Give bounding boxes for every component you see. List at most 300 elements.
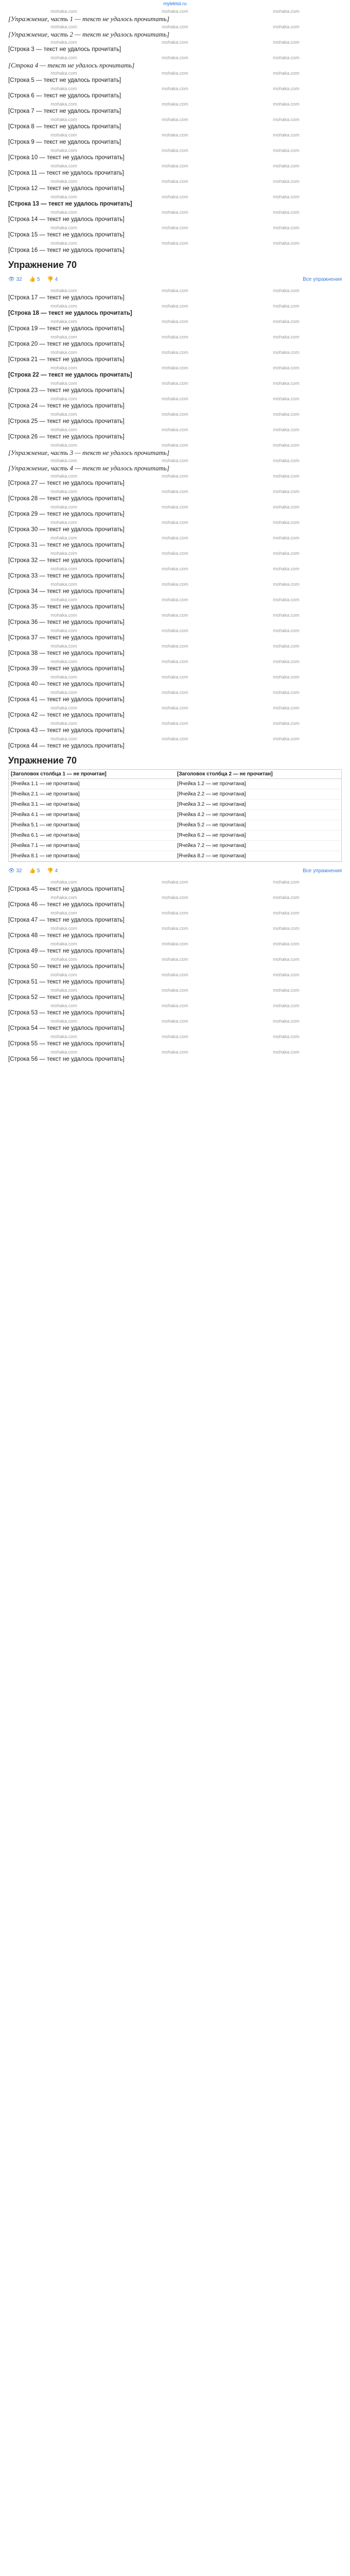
- watermark-row: [8, 40, 342, 45]
- text-line: [Строка 33 — текст не удалось прочитать]: [8, 573, 125, 579]
- watermark-text: mohaka.com: [162, 504, 188, 510]
- watermark-text: mohaka.com: [50, 926, 77, 931]
- watermark-text: mohaka.com: [273, 132, 300, 138]
- watermark-text: mohaka.com: [162, 628, 188, 633]
- watermark-text: mohaka.com: [273, 148, 300, 153]
- watermark-text: mohaka.com: [50, 473, 77, 479]
- text-line: [Строка 6 — текст не удалось прочитать]: [8, 93, 121, 99]
- watermark-row: [8, 194, 342, 200]
- watermark-text: mohaka.com: [162, 396, 188, 401]
- watermark-row: [8, 879, 342, 885]
- watermark-row: [8, 288, 342, 294]
- text-line: [Строка 8 — текст не удалось прочитать]: [8, 124, 121, 130]
- text-line: [Строка 12 — текст не удалось прочитать]: [8, 185, 125, 192]
- watermark-text: mohaka.com: [50, 163, 77, 168]
- watermark-text: mohaka.com: [273, 690, 300, 695]
- watermark-row: [8, 473, 342, 479]
- text-line: [Упражнение, часть 1 — текст не удалось прочитать]: [8, 15, 170, 23]
- like-button[interactable]: 👍 5: [29, 276, 40, 282]
- text-line: [Строка 36 — текст не удалось прочитать]: [8, 619, 125, 625]
- watermark-text: mohaka.com: [50, 288, 77, 293]
- table-cell: [Ячейка 2.1 — не прочитана]: [11, 791, 80, 797]
- watermark-text: mohaka.com: [50, 40, 77, 45]
- text-line: [Строка 53 — текст не удалось прочитать]: [8, 1010, 125, 1016]
- text-line: [Строка 44 — текст не удалось прочитать]: [8, 743, 125, 749]
- watermark-text: mohaka.com: [162, 566, 188, 571]
- text-line: [Строка 3 — текст не удалось прочитать]: [8, 46, 121, 53]
- text-line: [Строка 50 — текст не удалось прочитать]: [8, 963, 125, 970]
- watermark-text: mohaka.com: [273, 458, 300, 463]
- watermark-text: mohaka.com: [273, 194, 300, 199]
- watermark-row: [8, 988, 342, 993]
- text-line: [Строка 55 — текст не удалось прочитать]: [8, 1041, 125, 1047]
- final-list-section: [8, 879, 342, 1063]
- watermark-text: mohaka.com: [273, 101, 300, 107]
- watermark-text: mohaka.com: [162, 117, 188, 122]
- watermark-text: mohaka.com: [162, 613, 188, 618]
- text-line: [Строка 37 — текст не удалось прочитать]: [8, 635, 125, 641]
- watermark-text: mohaka.com: [162, 71, 188, 76]
- watermark-text: mohaka.com: [273, 40, 300, 45]
- text-line: [Строка 46 — текст не удалось прочитать]: [8, 902, 125, 908]
- watermark-text: mohaka.com: [50, 597, 77, 602]
- intro-section: [8, 9, 342, 69]
- watermark-text: mohaka.com: [50, 210, 77, 215]
- table-row: [9, 820, 341, 831]
- watermark-row: [8, 365, 342, 371]
- watermark-text: mohaka.com: [162, 1034, 188, 1039]
- watermark-text: mohaka.com: [50, 535, 77, 540]
- watermark-row: [8, 926, 342, 931]
- watermark-row: [8, 721, 342, 726]
- analysis-b-section: [8, 288, 342, 441]
- text-line: [Строка 54 — текст не удалось прочитать]: [8, 1025, 125, 1031]
- all-exercises-link[interactable]: Все упражнения: [303, 276, 342, 282]
- text-line: [Строка 21 — текст не удалось прочитать]: [8, 357, 125, 363]
- table-cell: [Ячейка 8.1 — не прочитана]: [11, 853, 80, 859]
- watermark-text: mohaka.com: [162, 381, 188, 386]
- watermark-text: mohaka.com: [273, 179, 300, 184]
- watermark-text: mohaka.com: [162, 427, 188, 432]
- text-line: [Строка 41 — текст не удалось прочитать]: [8, 697, 125, 703]
- watermark-text: mohaka.com: [50, 427, 77, 432]
- watermark-text: mohaka.com: [273, 396, 300, 401]
- watermark-row: [8, 1019, 342, 1024]
- watermark-text: mohaka.com: [273, 210, 300, 215]
- watermark-row: [8, 690, 342, 696]
- watermark-text: mohaka.com: [50, 489, 77, 494]
- text-line: [Строка 10 — текст не удалось прочитать]: [8, 155, 125, 161]
- table-cell: [Ячейка 7.2 — не прочитана]: [177, 843, 246, 849]
- watermark-text: mohaka.com: [50, 319, 77, 324]
- text-line: [Строка 15 — текст не удалось прочитать]: [8, 232, 125, 238]
- watermark-text: mohaka.com: [50, 879, 77, 885]
- watermark-row: [8, 910, 342, 916]
- watermark-text: mohaka.com: [162, 350, 188, 355]
- table-body: [9, 779, 341, 861]
- watermark-text: mohaka.com: [162, 86, 188, 91]
- watermark-row: [8, 303, 342, 309]
- text-line: [Строка 38 — текст не удалось прочитать]: [8, 650, 125, 656]
- table-cell: [Ячейка 6.2 — не прочитана]: [177, 833, 246, 838]
- table-cell: [Ячейка 5.2 — не прочитана]: [177, 822, 246, 828]
- watermark-row: [8, 163, 342, 169]
- text-line: [Строка 52 — текст не удалось прочитать]: [8, 994, 125, 1001]
- watermark-text: mohaka.com: [273, 613, 300, 618]
- watermark-text: mohaka.com: [50, 55, 77, 60]
- watermark-row: [8, 427, 342, 433]
- watermark-text: mohaka.com: [273, 9, 300, 14]
- table-cell: [Ячейка 6.1 — не прочитана]: [11, 833, 80, 838]
- text-line: [Строка 13 — текст не удалось прочитать]: [8, 201, 132, 207]
- watermark-text: mohaka.com: [273, 241, 300, 246]
- watermark-text: mohaka.com: [273, 659, 300, 664]
- table-header-cell: [Заголовок столбца 2 — не прочитан]: [177, 771, 273, 777]
- watermark-text: mohaka.com: [50, 1003, 77, 1008]
- watermark-text: mohaka.com: [162, 194, 188, 199]
- watermark-text: mohaka.com: [162, 365, 188, 370]
- watermark-text: mohaka.com: [50, 643, 77, 649]
- watermark-row: [8, 86, 342, 92]
- watermark-text: mohaka.com: [50, 117, 77, 122]
- watermark-text: mohaka.com: [273, 24, 300, 29]
- watermark-text: mohaka.com: [273, 941, 300, 946]
- watermark-text: mohaka.com: [50, 690, 77, 695]
- watermark-text: mohaka.com: [50, 412, 77, 417]
- exercise-toolbar-b: [8, 865, 342, 876]
- text-line: [Строка 18 — текст не удалось прочитать]: [8, 310, 132, 316]
- watermark-text: mohaka.com: [162, 40, 188, 45]
- views-count: 👁 32: [8, 868, 22, 874]
- text-line: [Строка 47 — текст не удалось прочитать]: [8, 917, 125, 923]
- watermark-text: mohaka.com: [50, 551, 77, 556]
- watermark-row: [8, 24, 342, 30]
- watermark-row: [8, 643, 342, 649]
- watermark-text: mohaka.com: [273, 972, 300, 977]
- watermark-text: mohaka.com: [162, 9, 188, 14]
- watermark-row: [8, 179, 342, 184]
- watermark-row: [8, 396, 342, 402]
- watermark-text: mohaka.com: [273, 736, 300, 741]
- watermark-text: mohaka.com: [162, 303, 188, 309]
- watermark-row: [8, 895, 342, 901]
- watermark-text: mohaka.com: [162, 520, 188, 525]
- table-cell: [Ячейка 3.2 — не прочитана]: [177, 802, 246, 807]
- table-row: [9, 789, 341, 800]
- watermark-text: mohaka.com: [273, 319, 300, 324]
- watermark-row: [8, 597, 342, 603]
- text-line: [Строка 19 — текст не удалось прочитать]: [8, 326, 125, 332]
- text-line: [Строка 11 — текст не удалось прочитать]: [8, 170, 124, 176]
- watermark-row: [8, 210, 342, 215]
- watermark-text: mohaka.com: [273, 674, 300, 680]
- watermark-row: [8, 504, 342, 510]
- watermark-text: mohaka.com: [162, 132, 188, 138]
- watermark-text: mohaka.com: [273, 566, 300, 571]
- text-line: [Упражнение, часть 2 — текст не удалось прочитать]: [8, 30, 170, 38]
- watermark-text: mohaka.com: [162, 895, 188, 900]
- watermark-text: mohaka.com: [273, 926, 300, 931]
- watermark-text: mohaka.com: [162, 1003, 188, 1008]
- watermark-text: mohaka.com: [50, 520, 77, 525]
- text-line: [Строка 34 — текст не удалось прочитать]: [8, 588, 125, 595]
- all-exercises-link[interactable]: Все упражнения: [303, 868, 342, 874]
- watermark-text: mohaka.com: [162, 101, 188, 107]
- watermark-text: mohaka.com: [162, 535, 188, 540]
- like-button[interactable]: 👍 5: [29, 868, 40, 874]
- watermark-text: mohaka.com: [50, 659, 77, 664]
- watermark-text: mohaka.com: [273, 1019, 300, 1024]
- exercise-title-b: Упражнение 70: [8, 755, 77, 766]
- text-line: [Строка 35 — текст не удалось прочитать]: [8, 604, 125, 610]
- text-line: [Строка 31 — текст не удалось прочитать]: [8, 542, 125, 548]
- exercise-toolbar: [8, 274, 342, 285]
- watermark-text: mohaka.com: [162, 163, 188, 168]
- watermark-text: mohaka.com: [50, 721, 77, 726]
- watermark-text: mohaka.com: [273, 597, 300, 602]
- text-line: [Строка 26 — текст не удалось прочитать]: [8, 434, 125, 440]
- watermark-text: mohaka.com: [273, 628, 300, 633]
- watermark-row: [8, 566, 342, 572]
- analysis-section: [8, 71, 342, 255]
- watermark-text: mohaka.com: [162, 412, 188, 417]
- table-cell: [Ячейка 8.2 — не прочитана]: [177, 853, 246, 859]
- watermark-text: mohaka.com: [50, 9, 77, 14]
- watermark-text: mohaka.com: [273, 957, 300, 962]
- watermark-text: mohaka.com: [162, 458, 188, 463]
- watermark-text: mohaka.com: [162, 736, 188, 741]
- watermark-text: mohaka.com: [162, 288, 188, 293]
- text-line: [Строка 22 — текст не удалось прочитать]: [8, 372, 132, 378]
- watermark-text: mohaka.com: [273, 489, 300, 494]
- text-line: [Строка 27 — текст не удалось прочитать]: [8, 480, 125, 486]
- watermark-text: mohaka.com: [50, 194, 77, 199]
- watermark-text: mohaka.com: [50, 910, 77, 916]
- watermark-text: mohaka.com: [162, 443, 188, 448]
- watermark-text: mohaka.com: [50, 957, 77, 962]
- watermark-text: mohaka.com: [50, 1049, 77, 1055]
- watermark-row: [8, 957, 342, 962]
- watermark-text: mohaka.com: [162, 674, 188, 680]
- watermark-text: mohaka.com: [273, 643, 300, 649]
- watermark-text: mohaka.com: [162, 582, 188, 587]
- watermark-text: mohaka.com: [50, 504, 77, 510]
- watermark-row: [8, 659, 342, 665]
- watermark-text: mohaka.com: [162, 225, 188, 230]
- text-line: [Упражнение, часть 3 — текст не удалось прочитать]: [8, 449, 170, 456]
- watermark-row: [8, 71, 342, 76]
- watermark-text: mohaka.com: [162, 721, 188, 726]
- text-line: [Строка 30 — текст не удалось прочитать]: [8, 527, 125, 533]
- dislike-button[interactable]: 👎 4: [47, 868, 58, 874]
- watermark-text: mohaka.com: [273, 473, 300, 479]
- table-row: [9, 831, 341, 841]
- watermark-text: mohaka.com: [273, 582, 300, 587]
- watermark-text: mohaka.com: [162, 690, 188, 695]
- watermark-row: [8, 319, 342, 325]
- watermark-text: mohaka.com: [50, 225, 77, 230]
- watermark-text: mohaka.com: [273, 86, 300, 91]
- watermark-text: mohaka.com: [162, 241, 188, 246]
- watermark-text: mohaka.com: [50, 241, 77, 246]
- watermark-text: mohaka.com: [50, 303, 77, 309]
- watermark-text: mohaka.com: [273, 427, 300, 432]
- watermark-text: mohaka.com: [162, 210, 188, 215]
- watermark-text: mohaka.com: [162, 972, 188, 977]
- text-line: [Строка 17 — текст не удалось прочитать]: [8, 295, 125, 301]
- watermark-text: mohaka.com: [50, 1034, 77, 1039]
- text-line: [Упражнение, часть 4 — текст не удалось прочитать]: [8, 464, 170, 472]
- watermark-row: [8, 520, 342, 526]
- text-line: [Строка 24 — текст не удалось прочитать]: [8, 403, 125, 409]
- text-line: [Строка 29 — текст не удалось прочитать]: [8, 511, 125, 517]
- text-line: [Строка 5 — текст не удалось прочитать]: [8, 77, 121, 83]
- text-line: [Строка 28 — текст не удалось прочитать]: [8, 496, 125, 502]
- watermark-text: mohaka.com: [50, 458, 77, 463]
- watermark-text: mohaka.com: [162, 179, 188, 184]
- table-row: [9, 841, 341, 851]
- watermark-text: mohaka.com: [273, 504, 300, 510]
- watermark-row: [8, 941, 342, 947]
- watermark-text: mohaka.com: [273, 988, 300, 993]
- watermark-row: [8, 225, 342, 231]
- dislike-button[interactable]: 👎 4: [47, 276, 58, 282]
- watermark-row: [8, 972, 342, 978]
- watermark-text: mohaka.com: [50, 334, 77, 340]
- watermark-text: mohaka.com: [50, 705, 77, 710]
- watermark-text: mohaka.com: [50, 972, 77, 977]
- watermark-row: [8, 1034, 342, 1040]
- watermark-text: mohaka.com: [50, 566, 77, 571]
- text-line: [Строка 7 — текст не удалось прочитать]: [8, 108, 121, 114]
- watermark-row: [8, 381, 342, 386]
- watermark-text: mohaka.com: [162, 1049, 188, 1055]
- watermark-text: mohaka.com: [273, 412, 300, 417]
- watermark-text: mohaka.com: [273, 443, 300, 448]
- watermark-row: [8, 535, 342, 541]
- watermark-text: mohaka.com: [50, 895, 77, 900]
- watermark-text: mohaka.com: [273, 520, 300, 525]
- watermark-text: mohaka.com: [273, 117, 300, 122]
- watermark-row: [8, 334, 342, 340]
- watermark-text: mohaka.com: [162, 957, 188, 962]
- text-line: [Строка 48 — текст не удалось прочитать]: [8, 933, 125, 939]
- watermark-row: [8, 117, 342, 123]
- watermark-text: mohaka.com: [50, 674, 77, 680]
- watermark-text: mohaka.com: [162, 988, 188, 993]
- watermark-text: mohaka.com: [273, 365, 300, 370]
- watermark-text: mohaka.com: [162, 55, 188, 60]
- table-header-cell: [Заголовок столбца 1 — не прочитан]: [11, 771, 107, 777]
- text-line: [Строка 43 — текст не удалось прочитать]: [8, 727, 125, 734]
- watermark-text: mohaka.com: [50, 628, 77, 633]
- watermark-row: [8, 551, 342, 556]
- table-cell: [Ячейка 4.2 — не прочитана]: [177, 812, 246, 818]
- watermark-text: mohaka.com: [162, 334, 188, 340]
- views-count: 👁 32: [8, 276, 22, 282]
- watermark-text: mohaka.com: [50, 381, 77, 386]
- watermark-row: [8, 705, 342, 711]
- watermark-row: [8, 101, 342, 107]
- watermark-text: mohaka.com: [273, 288, 300, 293]
- watermark-row: [8, 628, 342, 634]
- watermark-row: [8, 241, 342, 246]
- text-line: [Строка 9 — текст не удалось прочитать]: [8, 139, 121, 145]
- table-cell: [Ячейка 2.2 — не прочитана]: [177, 791, 246, 797]
- watermark-text: mohaka.com: [273, 705, 300, 710]
- text-line: [Строка 56 — текст не удалось прочитать]: [8, 1056, 125, 1062]
- watermark-row: [8, 458, 342, 464]
- watermark-text: mohaka.com: [273, 1003, 300, 1008]
- table-header: [9, 770, 341, 779]
- watermark-text: mohaka.com: [273, 55, 300, 60]
- watermark-text: mohaka.com: [273, 551, 300, 556]
- watermark-text: mohaka.com: [162, 24, 188, 29]
- watermark-text: mohaka.com: [50, 179, 77, 184]
- watermark-row: [8, 55, 342, 61]
- main-content: [0, 9, 350, 1063]
- text-line: [Строка 39 — текст не удалось прочитать]: [8, 666, 125, 672]
- watermark-row: [8, 412, 342, 417]
- table-cell: [Ячейка 1.2 — не прочитана]: [177, 781, 246, 787]
- watermark-text: mohaka.com: [162, 319, 188, 324]
- text-line: [Строка 40 — текст не удалось прочитать]: [8, 681, 125, 687]
- watermark-text: mohaka.com: [50, 582, 77, 587]
- text-line: [Строка 49 — текст не удалось прочитать]: [8, 948, 125, 954]
- watermark-row: [8, 1003, 342, 1009]
- watermark-row: [8, 9, 342, 14]
- watermark-text: mohaka.com: [273, 381, 300, 386]
- site-domain[interactable]: mylektsii.ru: [163, 1, 187, 6]
- watermark-text: mohaka.com: [50, 443, 77, 448]
- text-line: [Строка 45 — текст не удалось прочитать]: [8, 886, 125, 892]
- watermark-text: mohaka.com: [50, 350, 77, 355]
- text-line: [Строка 25 — текст не удалось прочитать]: [8, 418, 125, 425]
- watermark-text: mohaka.com: [273, 895, 300, 900]
- table-cell: [Ячейка 1.1 — не прочитана]: [11, 781, 80, 787]
- watermark-text: mohaka.com: [162, 643, 188, 649]
- watermark-text: mohaka.com: [273, 225, 300, 230]
- table-cell: [Ячейка 5.1 — не прочитана]: [11, 822, 80, 828]
- watermark-text: mohaka.com: [162, 148, 188, 153]
- table-cell: [Ячейка 4.1 — не прочитана]: [11, 812, 80, 818]
- watermark-text: mohaka.com: [50, 736, 77, 741]
- text-line: [Строка 14 — текст не удалось прочитать]: [8, 216, 125, 223]
- text-line: [Строка 16 — текст не удалось прочитать]: [8, 247, 125, 253]
- watermark-text: mohaka.com: [162, 941, 188, 946]
- watermark-text: mohaka.com: [273, 163, 300, 168]
- watermark-text: mohaka.com: [162, 910, 188, 916]
- watermark-text: mohaka.com: [162, 926, 188, 931]
- watermark-row: [8, 148, 342, 154]
- text-line: [Строка 42 — текст не удалось прочитать]: [8, 712, 125, 718]
- watermark-text: mohaka.com: [162, 489, 188, 494]
- text-line: [Строка 32 — текст не удалось прочитать]: [8, 557, 125, 564]
- watermark-text: mohaka.com: [162, 473, 188, 479]
- watermark-text: mohaka.com: [50, 613, 77, 618]
- watermark-text: mohaka.com: [50, 86, 77, 91]
- watermark-text: mohaka.com: [273, 350, 300, 355]
- watermark-row: [8, 674, 342, 680]
- watermark-row: [8, 350, 342, 355]
- watermark-text: mohaka.com: [273, 303, 300, 309]
- watermark-text: mohaka.com: [50, 148, 77, 153]
- watermark-text: mohaka.com: [50, 24, 77, 29]
- watermark-text: mohaka.com: [162, 1019, 188, 1024]
- watermark-text: mohaka.com: [273, 334, 300, 340]
- watermark-text: mohaka.com: [50, 71, 77, 76]
- watermark-row: [8, 489, 342, 495]
